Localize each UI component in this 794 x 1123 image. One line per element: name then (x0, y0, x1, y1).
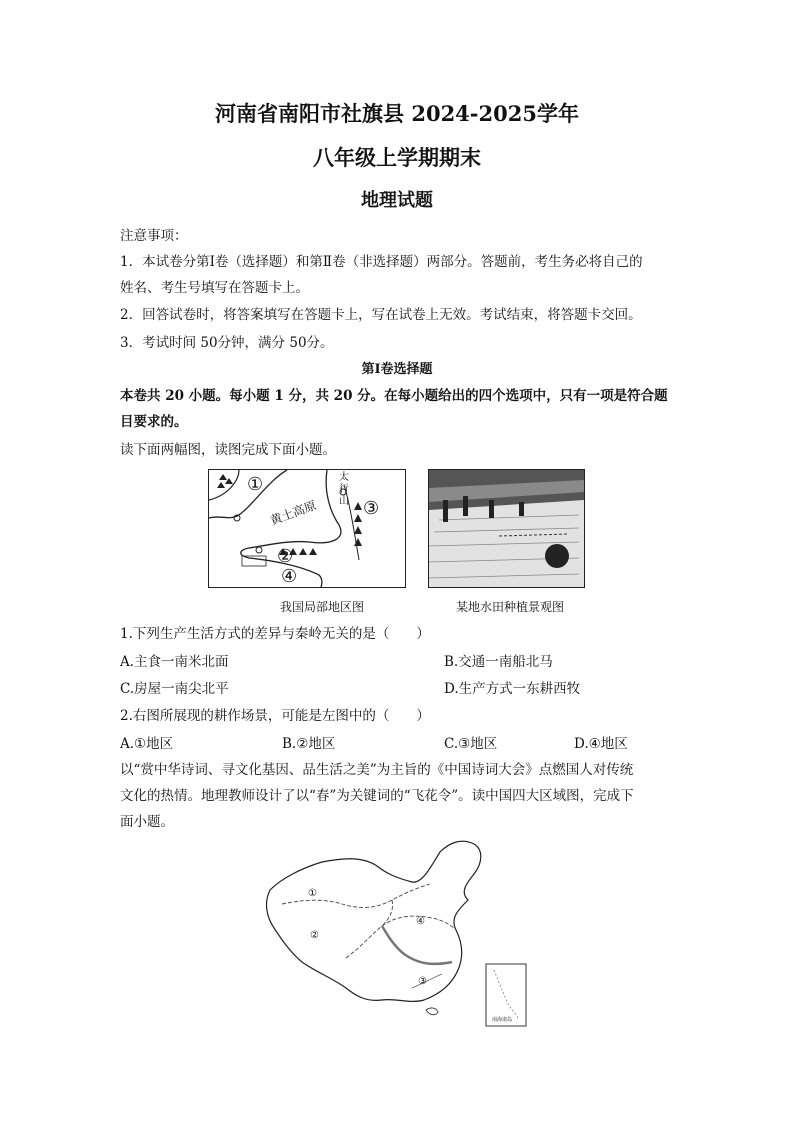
caption-paddy-photo: 某地水田种植景观图 (456, 600, 565, 614)
passage-line2: 文化的热情。地理教师设计了以“春”为关键词的“飞花令”。读中国四大区域图，完成下 (120, 788, 634, 804)
map-mark-3: ③ (363, 498, 380, 519)
notes-heading: 注意事项： (120, 228, 188, 244)
q2-stem: 2.右图所展现的耕作场景，可能是左图中的（ ） (120, 708, 430, 724)
note-item3: 3．考试时间 50分钟，满分 50分。 (120, 335, 334, 351)
local-map-drawing (209, 470, 405, 587)
q2-option-b: B.②地区 (282, 736, 336, 752)
q1-option-a: A.主食一南米北面 (120, 654, 229, 670)
local-region-map (208, 469, 406, 588)
region-mark-3: ③ (418, 976, 427, 987)
region-mark-1: ① (308, 888, 317, 899)
title-line3: 地理试题 (361, 190, 433, 211)
region-mark-4: ④ (416, 916, 425, 927)
q1-option-b: B.交通一南船北马 (444, 654, 553, 670)
passage-line1: 以“赏中华诗词、寻文化基因、品生活之美”为主旨的《中国诗词大会》点燃国人对传统 (120, 762, 634, 778)
q1-option-d: D.生产方式一东耕西牧 (444, 681, 581, 697)
section1-heading: 第Ⅰ卷选择题 (361, 362, 433, 377)
q2-option-d: D.④地区 (574, 736, 628, 752)
inset-label-south-china-sea: 南海诸岛 (492, 1017, 513, 1023)
passage-line3: 面小题。 (120, 814, 174, 830)
section1-instruction-a: 本卷共 20 小题。每小题 1 分，共 20 分。在每小题给出的四个选项中，只有一项是符合题 (120, 388, 668, 404)
section1-instruction-b: 目要求的。 (120, 414, 188, 430)
china-four-regions-map (262, 838, 544, 1028)
china-map-drawing (262, 838, 544, 1028)
map-mark-4: ④ (281, 566, 298, 587)
region-mark-2: ② (310, 930, 319, 941)
note-item2: 2．回答试卷时，将答案填写在答题卡上，写在试卷上无效。考试结束，将答题卡交回。 (120, 307, 642, 323)
note-item1a: 1．本试卷分第Ⅰ卷（选择题）和第Ⅱ卷（非选择题）两部分。答题前，考生务必将自己的 (120, 254, 643, 270)
paddy-field-photo (428, 469, 585, 588)
label-loess-plateau: 黄土高原 (268, 498, 319, 528)
title-line1: 河南省南阳市社旗县 2024-2025学年 (215, 101, 579, 126)
q2-option-c: C.③地区 (444, 736, 498, 752)
note-item1b: 姓名、考生号填写在答题卡上。 (120, 280, 309, 296)
map-mark-1: ① (247, 474, 264, 495)
q2-option-a: A.①地区 (120, 736, 174, 752)
label-taihang-mountain: 太行山 (339, 472, 349, 507)
title-line2: 八年级上学期期末 (313, 145, 481, 170)
paddy-field-drawing (429, 470, 584, 587)
section1-intro: 读下面两幅图，读图完成下面小题。 (120, 442, 336, 458)
caption-local-map: 我国局部地区图 (280, 600, 365, 614)
q1-stem: 1.下列生产生活方式的差异与秦岭无关的是（ ） (120, 626, 430, 642)
map-mark-2: ② (277, 546, 294, 567)
q1-option-c: C.房屋一南尖北平 (120, 681, 229, 697)
